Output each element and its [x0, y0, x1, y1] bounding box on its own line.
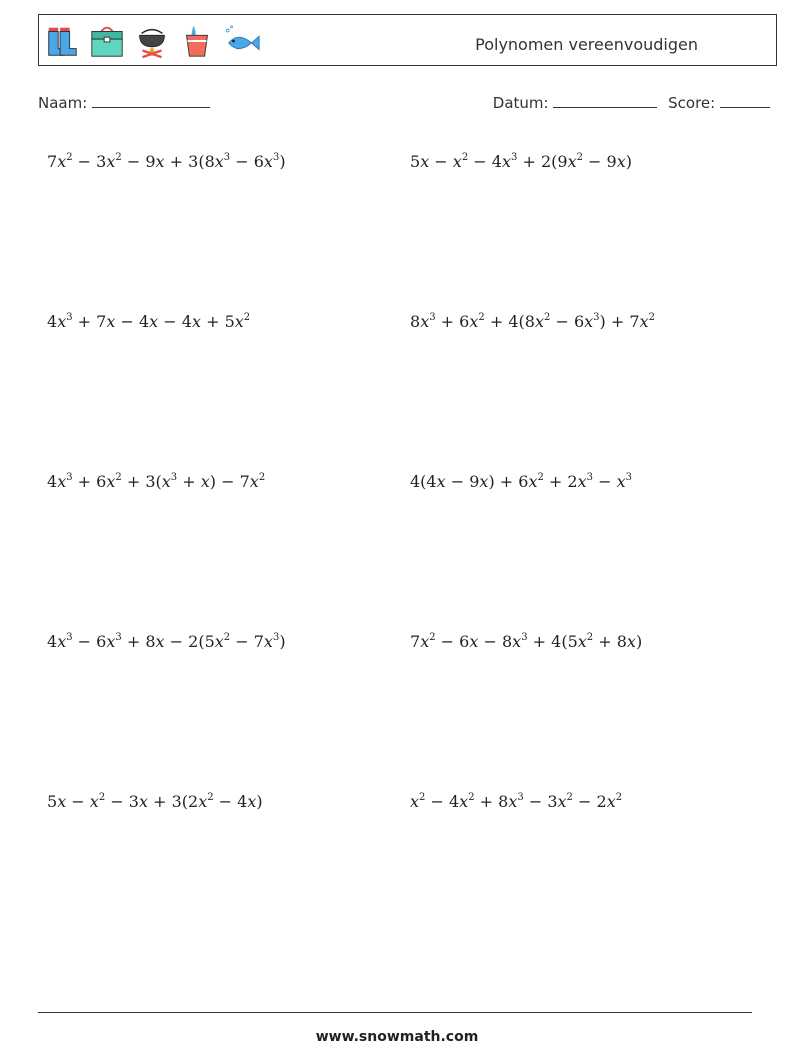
expr-token: 7 [47, 152, 58, 171]
problem-6 [410, 472, 632, 491]
fish-bucket-icon [178, 22, 216, 60]
problem-2 [410, 152, 632, 171]
expr-token: − [429, 152, 453, 171]
expr-token: x [106, 152, 116, 171]
expr-token: − 4 [468, 152, 502, 171]
expr-token: x [89, 792, 99, 811]
expr-token: 4 [47, 312, 58, 331]
expr-token: 3 [521, 632, 528, 643]
problem-7 [47, 632, 286, 651]
expr-token: x [155, 152, 165, 171]
expr-token: x [508, 792, 518, 811]
expr-token: x [234, 312, 244, 331]
expr-token: x [469, 632, 479, 651]
expr-token: x [479, 472, 489, 491]
expr-token: x [534, 312, 544, 331]
expr-token: + 7 [72, 312, 107, 331]
expr-token: 2 [243, 312, 251, 323]
expr-token: x [584, 312, 594, 331]
header-icons [43, 19, 261, 63]
expr-token: − 6 [550, 312, 585, 331]
expr-token: − [593, 472, 617, 491]
expr-token: + 4(8 [484, 312, 535, 331]
expr-token: x [528, 472, 538, 491]
expr-token: − 8 [478, 632, 513, 651]
expr-token: 2 [461, 152, 469, 163]
problem-9 [47, 792, 263, 811]
expr-token: x [436, 472, 446, 491]
expr-token: − 3 [523, 792, 558, 811]
expr-token: x [57, 152, 67, 171]
expr-token: 3 [517, 792, 524, 803]
expr-token: − 6 [72, 632, 107, 651]
expr-token: x [138, 792, 148, 811]
expr-token: + 8 [593, 632, 627, 651]
expr-token: x [410, 792, 420, 811]
expr-token: x [616, 472, 626, 491]
expr-token: − 3 [105, 792, 139, 811]
expr-token: − 9 [582, 152, 617, 171]
expr-token: ) + 6 [488, 472, 529, 491]
expr-token: 2 [258, 472, 266, 483]
expr-token: x [577, 472, 587, 491]
expr-token: ) − 7 [209, 472, 250, 491]
name-label: Naam: [38, 94, 88, 112]
expr-token: ) [625, 152, 633, 171]
expr-token: − 3 [72, 152, 107, 171]
expr-token: 2 [615, 792, 623, 803]
expr-token: + 3(2 [148, 792, 199, 811]
expr-token: + 3(8 [164, 152, 215, 171]
expr-token: − 6 [435, 632, 470, 651]
expr-token: − 4 [425, 792, 460, 811]
expr-token: 3 [170, 472, 178, 483]
expr-token: 2 [468, 792, 475, 803]
expr-token: x [452, 152, 462, 171]
expr-token: 2 [207, 792, 214, 803]
expr-token: 4 [47, 472, 58, 491]
expr-token: − 9 [445, 472, 480, 491]
expr-token: x [106, 632, 116, 651]
expr-token: x [57, 792, 67, 811]
expr-token: 2 [429, 632, 436, 643]
boots-icon [43, 22, 81, 60]
expr-token: ) [279, 632, 286, 651]
expr-token: ) [256, 792, 263, 811]
expr-token: x [639, 312, 649, 331]
expr-token: − 4 [115, 312, 150, 331]
expr-token: x [155, 632, 165, 651]
expr-token: 2 [115, 152, 122, 163]
expr-token: 3 [511, 152, 518, 163]
expr-token: x [200, 472, 210, 491]
expr-token: 3 [272, 632, 280, 643]
expr-token: 2 [576, 152, 583, 163]
expr-token: x [616, 152, 626, 171]
expr-token: + [177, 472, 201, 491]
expr-token: x [512, 632, 522, 651]
expr-token: + 4(5 [527, 632, 578, 651]
expr-token: 3 [593, 312, 600, 323]
expr-token: x [106, 472, 116, 491]
expr-token: + 6 [72, 472, 107, 491]
campfire-pot-icon [133, 22, 171, 60]
expr-token: x [247, 792, 257, 811]
expr-token: 4(4 [410, 472, 437, 491]
expr-token: x [459, 792, 469, 811]
name-field [38, 93, 210, 112]
date-score-fields [493, 93, 770, 112]
expr-token: 3 [223, 152, 231, 163]
expr-token: x [161, 472, 171, 491]
expr-token: x [214, 632, 224, 651]
expr-token: 2 [566, 792, 573, 803]
expr-token: + 8 [121, 632, 156, 651]
expr-token: 5 [410, 152, 421, 171]
expr-token: 2 [115, 472, 122, 483]
expr-token: 3 [115, 632, 122, 643]
expr-token: x [420, 312, 430, 331]
footer-site: www.snowmath.com [315, 1029, 479, 1045]
expr-token: 2 [478, 312, 485, 323]
expr-token: 3 [66, 632, 73, 643]
expr-token: + 6 [435, 312, 470, 331]
expr-token: + 8 [474, 792, 509, 811]
expr-token: 2 [648, 312, 655, 323]
expr-token: 2 [66, 152, 73, 163]
expr-token: − 4 [213, 792, 248, 811]
expr-token: + 2 [543, 472, 578, 491]
expr-token: − 4 [158, 312, 192, 331]
expr-token: x [214, 152, 224, 171]
expr-token: x [263, 632, 273, 651]
problem-1 [47, 152, 286, 171]
expr-token: x [57, 312, 67, 331]
expr-token: 7 [410, 632, 421, 651]
expr-token: − [66, 792, 90, 811]
expr-token: x [606, 792, 616, 811]
expr-token: x [198, 792, 208, 811]
worksheet-title: Polynomen vereenvoudigen [475, 35, 698, 54]
expr-token: + 5 [200, 312, 235, 331]
expr-token: x [420, 632, 430, 651]
expr-token: x [149, 312, 159, 331]
expr-token: 2 [223, 632, 231, 643]
expr-token: ) [279, 152, 286, 171]
expr-token: 2 [537, 472, 544, 483]
expr-token: x [469, 312, 479, 331]
fish-icon [223, 22, 261, 60]
expr-token: − 2(5 [164, 632, 215, 651]
footer-divider [38, 1012, 752, 1013]
cooler-box-icon [88, 22, 126, 60]
problem-5 [47, 472, 265, 491]
expr-token: x [567, 152, 577, 171]
expr-token: 2 [98, 792, 106, 803]
expr-token: − 9 [121, 152, 156, 171]
expr-token: 3 [625, 472, 632, 483]
expr-token: 8 [410, 312, 421, 331]
expr-token: 3 [586, 472, 594, 483]
expr-token: x [106, 312, 116, 331]
date-label: Datum: [492, 94, 549, 112]
expr-token: 2 [586, 632, 594, 643]
expr-token: 2 [543, 312, 551, 323]
score-blank[interactable] [720, 93, 770, 108]
expr-token: + 2(9 [517, 152, 568, 171]
expr-token: x [501, 152, 511, 171]
expr-token: 3 [66, 312, 73, 323]
expr-token: 3 [429, 312, 436, 323]
problem-8 [410, 632, 642, 651]
expr-token: 3 [272, 152, 280, 163]
date-blank[interactable] [553, 93, 657, 108]
expr-token: x [420, 152, 430, 171]
expr-token: x [57, 632, 67, 651]
expr-token: 4 [47, 632, 58, 651]
expr-token: ) + 7 [599, 312, 640, 331]
expr-token: 3 [66, 472, 73, 483]
score-label: Score: [668, 94, 716, 112]
expr-token: 2 [419, 792, 426, 803]
expr-token: − 2 [572, 792, 607, 811]
expr-token: x [557, 792, 567, 811]
expr-token: x [626, 632, 636, 651]
expr-token: 5 [47, 792, 58, 811]
expr-token: x [249, 472, 259, 491]
expr-token: − 7 [230, 632, 264, 651]
expr-token: + 3( [121, 472, 162, 491]
problem-10 [410, 792, 622, 811]
name-blank[interactable] [92, 93, 210, 108]
problem-3 [47, 312, 250, 331]
expr-token: ) [635, 632, 643, 651]
expr-token: x [577, 632, 587, 651]
expr-token: − 6 [230, 152, 264, 171]
expr-token: x [57, 472, 67, 491]
expr-token: x [263, 152, 273, 171]
expr-token: x [191, 312, 201, 331]
problem-4 [410, 312, 655, 331]
worksheet-header [38, 14, 777, 66]
